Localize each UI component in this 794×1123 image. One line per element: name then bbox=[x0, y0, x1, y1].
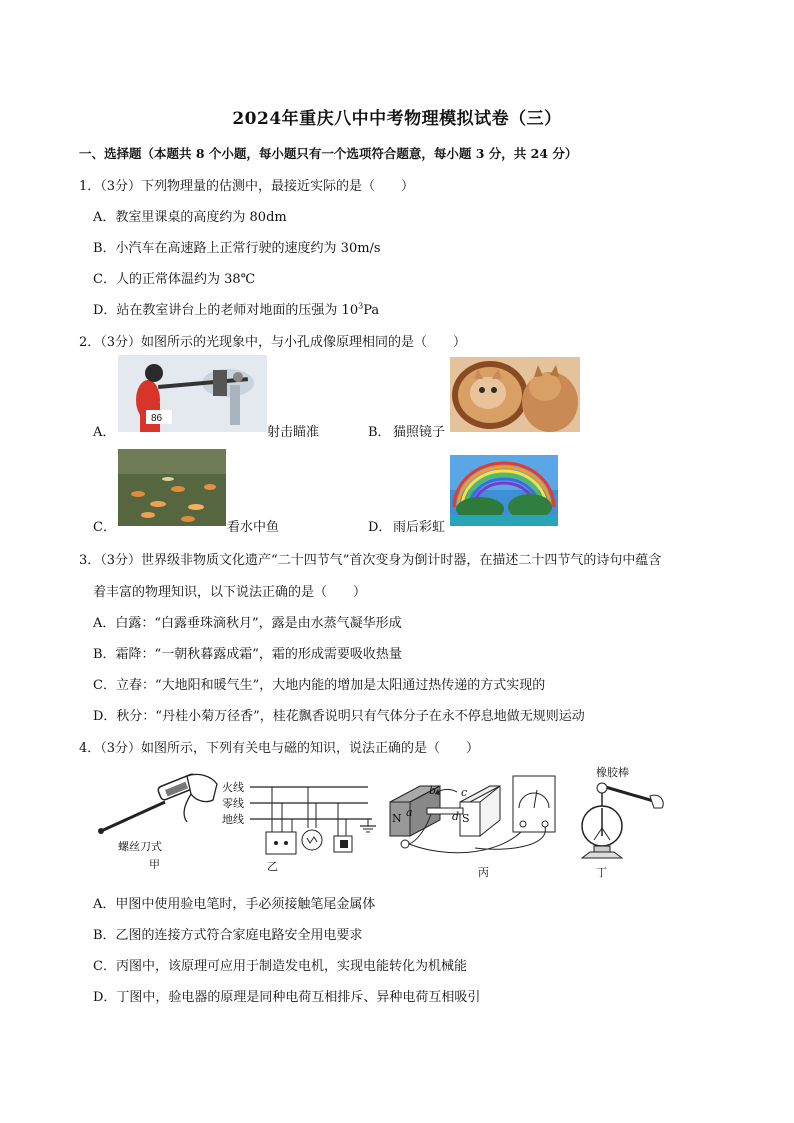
household-circuit-figure bbox=[250, 780, 380, 860]
magnet-s-pole: S bbox=[462, 812, 470, 825]
live-wire-label: 火线 bbox=[222, 781, 244, 794]
question-1-option-d: D．站在教室讲台上的老师对地面的压强为 $10^3Pa$ bbox=[93, 301, 380, 318]
cat-mirror-photo bbox=[450, 357, 580, 432]
test-pen-label: 螺丝刀式 bbox=[118, 840, 162, 853]
rainbow-photo bbox=[450, 455, 558, 526]
question-1-option-b: B．小汽车在高速路上正常行驶的速度约为 30m/s bbox=[93, 241, 381, 256]
wire-point-d: d bbox=[452, 810, 460, 823]
question-2-option-b-caption: 猫照镜子 bbox=[393, 425, 446, 440]
figure-bing-label: 丙 bbox=[478, 866, 489, 879]
question-2-stem: 2．（3分）如图所示的光现象中，与小孔成像原理相同的是（ ） bbox=[79, 335, 467, 350]
question-1-stem: 1．（3分）下列物理量的估测中，最接近实际的是（ ） bbox=[79, 179, 415, 194]
question-3-option-c: C．立春：“大地阳和暖气生”，大地内能的增加是太阳通过热传递的方式实现的 bbox=[93, 678, 546, 693]
figure-yi-label: 乙 bbox=[267, 860, 278, 873]
ground-wire-label: 地线 bbox=[222, 813, 244, 826]
question-3-stem-line2: 着丰富的物理知识，以下说法正确的是（ ） bbox=[93, 585, 367, 600]
question-1-option-a: A．教室里课桌的高度约为 80dm bbox=[93, 210, 287, 225]
question-2-option-a-caption: 射击瞄准 bbox=[267, 425, 320, 440]
question-3-option-a: A．白露：“白露垂珠滴秋月”，露是由水蒸气凝华形成 bbox=[93, 616, 402, 631]
question-3-option-b: B．霜降：“一朝秋暮露成霜”，霜的形成需要吸收热量 bbox=[93, 647, 402, 662]
question-4-option-d: D．丁图中，验电器的原理是同种电荷互相排斥、异种电荷互相吸引 bbox=[93, 990, 481, 1005]
electromagnetism-figure bbox=[385, 772, 570, 862]
question-4-option-b: B．乙图的连接方式符合家庭电路安全用电要求 bbox=[93, 928, 363, 943]
question-1-option-c: C．人的正常体温约为 38℃ bbox=[93, 272, 256, 287]
question-3-stem-line1: 3．（3分）世界级非物质文化遗产“二十四节气”首次变身为倒计时器，在描述二十四节气的诗句中蕴含 bbox=[79, 553, 662, 568]
figure-jia-label: 甲 bbox=[149, 858, 160, 871]
section-heading: 一、选择题（本题共 8 个小题，每小题只有一个选项符合题意，每小题 3 分，共 24 分） bbox=[79, 146, 578, 161]
question-2-option-c-letter: C． bbox=[93, 520, 116, 535]
wire-point-a: a bbox=[406, 806, 413, 819]
wire-point-c: c bbox=[461, 786, 468, 799]
question-2-option-a-letter: A． bbox=[93, 425, 116, 440]
question-4-option-a: A．甲图中使用验电笔时，手必须接触笔尾金属体 bbox=[93, 897, 376, 912]
question-3-option-d: D．秋分：“丹桂小菊万径香”，桂花飘香说明只有气体分子在永不停息地做无规则运动 bbox=[93, 709, 585, 724]
wire-point-b: b bbox=[429, 784, 437, 797]
question-2-option-d-caption: 雨后彩虹 bbox=[393, 520, 446, 535]
fish-water-photo bbox=[118, 449, 226, 526]
page-title: 2024年重庆八中中考物理模拟试卷（三） bbox=[232, 109, 562, 129]
bib-number: 86 bbox=[151, 413, 163, 424]
question-4-stem: 4．（3分）如图所示，下列有关电与磁的知识，说法正确的是（ ） bbox=[79, 741, 480, 756]
electroscope-figure bbox=[572, 778, 667, 860]
question-2-option-b-letter: B． bbox=[368, 425, 391, 440]
test-pen-figure bbox=[95, 770, 225, 842]
figure-ding-label: 丁 bbox=[596, 866, 607, 879]
question-4-option-c: C．丙图中，该原理可应用于制造发电机，实现电能转化为机械能 bbox=[93, 959, 467, 974]
rubber-rod-label: 橡胶棒 bbox=[596, 766, 629, 779]
magnet-n-pole: N bbox=[392, 812, 402, 825]
shooting-photo bbox=[118, 355, 267, 432]
neutral-wire-label: 零线 bbox=[222, 797, 244, 810]
question-2-option-c-caption: 看水中鱼 bbox=[227, 520, 280, 535]
question-2-option-d-letter: D． bbox=[368, 520, 392, 535]
